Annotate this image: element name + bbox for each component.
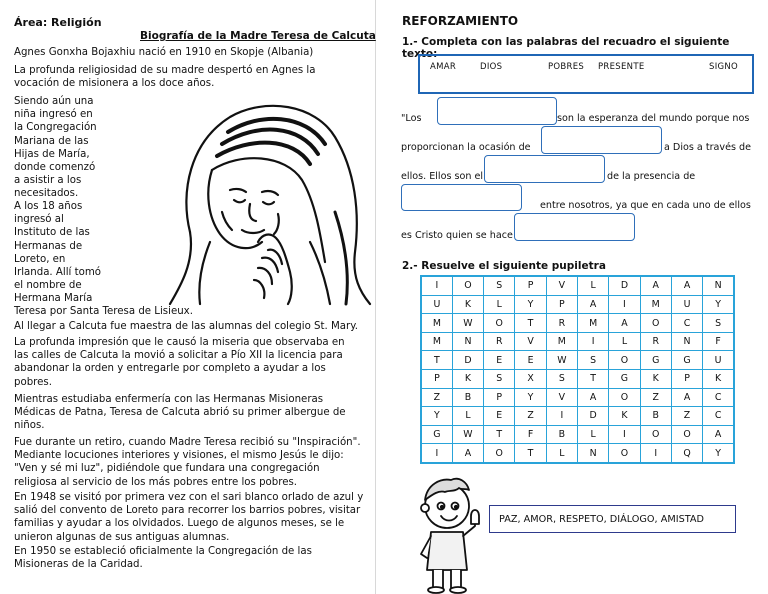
word-search-cell[interactable]: N <box>452 332 483 351</box>
word-search-grid <box>420 275 735 464</box>
word-search-cell[interactable]: U <box>703 351 734 370</box>
paragraph-line: Hijas de María, <box>14 148 90 160</box>
paragraph-line: Loreto, en <box>14 253 66 265</box>
word-search-cell[interactable]: A <box>577 295 608 314</box>
paragraph-line: A los 18 años <box>14 201 83 212</box>
word-search-cell[interactable]: L <box>577 425 608 444</box>
word-bank-dios: DIOS <box>480 62 503 72</box>
word-search-cell[interactable]: V <box>515 332 546 351</box>
word-search-cell[interactable]: G <box>671 351 702 370</box>
paragraph-line: familias y ayudar a los olvidados. Luego de algunos meses, se le <box>14 518 345 530</box>
word-search-cell[interactable]: C <box>703 407 734 426</box>
paragraph-birth <box>14 46 313 59</box>
mother-teresa-portrait-illustration <box>150 92 376 306</box>
word-search-cell[interactable]: S <box>484 276 515 295</box>
word-search-cell[interactable]: L <box>484 295 515 314</box>
paragraph-sari <box>14 491 363 544</box>
word-search-cell[interactable]: M <box>640 295 671 314</box>
word-search-cell[interactable]: U <box>421 295 452 314</box>
word-search-row <box>421 388 734 407</box>
word-search-cell[interactable]: N <box>671 332 702 351</box>
word-search-cell[interactable]: P <box>671 369 702 388</box>
paragraph-line: Hermana María <box>14 293 93 305</box>
word-search-row <box>421 351 734 370</box>
word-search-cell[interactable]: G <box>609 369 640 388</box>
word-search-cell[interactable]: E <box>515 351 546 370</box>
paragraph-line: La profunda impresión que le causó la miseria que observaba en <box>14 337 345 348</box>
word-search-cell[interactable]: A <box>703 425 734 444</box>
fill-text-line-1b: son la esperanza del mundo porque nos <box>557 113 750 124</box>
word-search-cell[interactable]: K <box>452 295 483 314</box>
word-search-cell[interactable]: A <box>609 314 640 333</box>
paragraph-loreto-end <box>14 305 193 318</box>
word-search-cell[interactable]: I <box>421 276 452 295</box>
word-search-cell[interactable]: O <box>671 425 702 444</box>
reinforcement-title: REFORZAMIENTO <box>402 14 519 28</box>
word-search-cell[interactable]: Z <box>515 407 546 426</box>
paragraph-line: Instituto de las <box>14 227 90 239</box>
paragraph-line: Agnes Gonxha Bojaxhiu nació en 1910 en Skopje (Albania) <box>14 47 314 58</box>
word-search-row <box>421 276 734 295</box>
word-search-cell[interactable]: M <box>421 332 452 351</box>
word-search-cell[interactable]: T <box>577 369 608 388</box>
paragraph-line: unieron algunas de sus antiguas alumnas. <box>14 531 230 543</box>
word-search-cell[interactable]: S <box>703 314 734 333</box>
word-search-cell[interactable]: A <box>671 388 702 407</box>
cartoon-boy-illustration <box>409 470 489 594</box>
word-search-cell[interactable]: O <box>484 444 515 463</box>
word-search-cell[interactable]: N <box>703 276 734 295</box>
word-search-cell[interactable]: S <box>546 369 577 388</box>
paragraph-line: niña ingresó en <box>14 109 93 121</box>
word-search-cell[interactable]: S <box>577 351 608 370</box>
word-search-row <box>421 314 734 333</box>
word-search-cell[interactable]: D <box>452 351 483 370</box>
fill-text-line-2a: proporcionan la ocasión de <box>401 142 531 153</box>
paragraph-line: Mediante locuciones interiores y visiones, el mismo Jesús le dijo: <box>14 450 344 462</box>
paragraph-line: religiosa al servicio de los más pobres entre los pobres. <box>14 476 298 488</box>
word-search-cell[interactable]: I <box>640 444 671 463</box>
word-search-cell[interactable]: K <box>703 369 734 388</box>
blank-4-input[interactable] <box>401 184 522 211</box>
word-search-cell[interactable]: I <box>577 332 608 351</box>
paragraph-line: niños. <box>14 420 45 432</box>
fill-text-line-1a: "Los <box>401 113 422 124</box>
word-search-cell[interactable]: V <box>546 388 577 407</box>
paragraph-congregation <box>14 95 97 201</box>
word-search-cell[interactable]: K <box>609 407 640 426</box>
word-search-cell[interactable]: W <box>452 314 483 333</box>
word-bank-amar: AMAR <box>430 62 457 72</box>
word-search-cell[interactable]: M <box>577 314 608 333</box>
word-search-cell[interactable]: Q <box>671 444 702 463</box>
fill-text-line-3b: de la presencia de <box>607 171 696 182</box>
word-search-cell[interactable]: E <box>484 351 515 370</box>
paragraph-line: Siendo aún una <box>14 96 94 107</box>
paragraph-line: Médicas de Patna, Teresa de Calcuta abrió su primer albergue de <box>14 407 346 419</box>
word-search-cell[interactable]: R <box>484 332 515 351</box>
paragraph-line: Fue durante un retiro, cuando Madre Teresa recibió su "Inspiración". <box>14 437 361 448</box>
paragraph-calcutta <box>14 320 358 333</box>
word-search-row <box>421 369 734 388</box>
fill-text-line-5: es Cristo quien se hace <box>401 230 513 241</box>
word-search-cell[interactable]: L <box>546 444 577 463</box>
word-search-cell[interactable]: O <box>640 314 671 333</box>
paragraph-line: abandonar la orden y entregarle por completo a ayudar a los <box>14 363 326 375</box>
paragraph-line: salió del convento de Loreto para recorrer los barrios pobres, visitar <box>14 505 361 517</box>
word-search-cell[interactable]: A <box>671 276 702 295</box>
word-search-cell[interactable]: C <box>671 314 702 333</box>
paragraph-line: Mientras estudiaba enfermería con las Hermanas Misioneras <box>14 394 324 405</box>
paragraph-nursing <box>14 393 346 433</box>
word-bank-pobres: POBRES <box>548 62 585 72</box>
paragraph-line: las calles de Calcuta la movió a solicitar a Pío XII la licencia para <box>14 350 343 362</box>
word-search-cell[interactable]: P <box>484 388 515 407</box>
paragraph-line: la Congregación <box>14 122 97 134</box>
paragraph-line: necesitados. <box>14 188 79 200</box>
word-search-cell[interactable]: T <box>515 314 546 333</box>
word-search-cell[interactable]: T <box>421 351 452 370</box>
area-label: Área: Religión <box>14 16 102 29</box>
word-search-cell[interactable]: E <box>484 407 515 426</box>
word-search-cell[interactable]: F <box>703 332 734 351</box>
word-search-cell[interactable]: I <box>421 444 452 463</box>
paragraph-missionaries <box>14 545 312 571</box>
fill-text-line-3a: ellos. Ellos son el <box>401 171 484 182</box>
word-search-cell[interactable]: Y <box>703 295 734 314</box>
word-search-row <box>421 407 734 426</box>
blank-3-input[interactable] <box>484 155 605 183</box>
paragraph-line: Teresa por Santa Teresa de Lisieux. <box>14 306 193 317</box>
paragraph-line: En 1948 se visitó por primera vez con el sari blanco orlado de azul y <box>14 492 364 503</box>
paragraph-line: pobres. <box>14 376 52 388</box>
paragraph-line: ingresó al <box>14 214 64 226</box>
paragraph-vocation <box>14 64 316 90</box>
paragraph-line: La profunda religiosidad de su madre despertó en Agnes la <box>14 65 316 76</box>
word-search-cell[interactable]: B <box>452 388 483 407</box>
paragraph-line: Hermanas de <box>14 240 83 252</box>
word-search-cell[interactable]: P <box>546 295 577 314</box>
paragraph-line: Al llegar a Calcuta fue maestra de las alumnas del colegio St. Mary. <box>14 321 359 332</box>
word-search-cell[interactable]: W <box>452 425 483 444</box>
paragraph-line: el nombre de <box>14 280 82 292</box>
word-search-cell[interactable]: Y <box>421 407 452 426</box>
word-search-cell[interactable]: I <box>546 407 577 426</box>
paragraph-misery <box>14 336 345 389</box>
blank-2-input[interactable] <box>541 126 662 154</box>
word-search-cell[interactable]: T <box>484 425 515 444</box>
word-search-cell[interactable]: A <box>577 388 608 407</box>
word-search-cell[interactable]: I <box>609 425 640 444</box>
word-search-row <box>421 444 734 463</box>
word-search-cell[interactable]: O <box>484 314 515 333</box>
word-search-cell[interactable]: S <box>484 369 515 388</box>
paragraph-line: Mariana de las <box>14 135 89 147</box>
paragraph-line: Irlanda. Allí tomó <box>14 267 101 279</box>
word-search-cell[interactable]: B <box>640 407 671 426</box>
paragraph-line: En 1950 se estableció oficialmente la Congregación de las <box>14 546 312 557</box>
word-search-cell[interactable]: K <box>452 369 483 388</box>
fill-text-line-4: entre nosotros, ya que en cada uno de ellos <box>540 200 751 211</box>
paragraph-line: "Ven y sé mi luz", pidiéndole que fundara una congregación <box>14 463 320 475</box>
word-search-cell[interactable]: O <box>609 351 640 370</box>
blank-5-input[interactable] <box>514 213 635 241</box>
word-search-cell[interactable]: K <box>640 369 671 388</box>
word-search-cell[interactable]: P <box>515 276 546 295</box>
word-search-cell[interactable]: B <box>546 425 577 444</box>
paragraph-inspiration <box>14 436 361 489</box>
word-bank-presente: PRESENTE <box>598 62 645 72</box>
word-search-cell[interactable]: O <box>609 388 640 407</box>
word-search-cell[interactable]: M <box>421 314 452 333</box>
biography-title: Biografía de la Madre Teresa de Calcuta <box>140 30 376 42</box>
word-search-cell[interactable]: N <box>577 444 608 463</box>
word-search-cell[interactable]: L <box>577 276 608 295</box>
word-search-cell[interactable]: O <box>452 276 483 295</box>
word-search-cell[interactable]: Z <box>421 388 452 407</box>
question-1-label: 1.- Completa con las palabras del recuadro el siguiente texto: <box>402 36 730 60</box>
word-search-cell[interactable]: P <box>421 369 452 388</box>
paragraph-line: a asistir a los <box>14 175 82 187</box>
word-search-cell[interactable]: X <box>515 369 546 388</box>
answer-words-box: PAZ, AMOR, RESPETO, DIÁLOGO, AMISTAD <box>489 505 736 533</box>
word-search-cell[interactable]: Y <box>515 295 546 314</box>
word-search-cell[interactable]: R <box>640 332 671 351</box>
word-search-cell[interactable]: A <box>640 276 671 295</box>
word-search-cell[interactable]: Y <box>703 444 734 463</box>
word-search-cell[interactable]: Z <box>640 388 671 407</box>
word-search-cell[interactable]: I <box>609 295 640 314</box>
word-search-cell[interactable]: D <box>577 407 608 426</box>
fill-text-line-2b: a Dios a través de <box>664 142 752 153</box>
word-search-cell[interactable]: R <box>546 314 577 333</box>
word-search-cell[interactable]: D <box>609 276 640 295</box>
word-search-cell[interactable]: U <box>671 295 702 314</box>
word-search-cell[interactable]: F <box>515 425 546 444</box>
word-search-cell[interactable]: M <box>546 332 577 351</box>
word-search-cell[interactable]: G <box>640 351 671 370</box>
paragraph-line: Misioneras de la Caridad. <box>14 559 143 571</box>
word-search-row <box>421 425 734 444</box>
word-search-cell[interactable]: V <box>546 276 577 295</box>
paragraph-line: vocación de misionera a los doce años. <box>14 78 215 90</box>
word-search-cell[interactable]: L <box>609 332 640 351</box>
paragraph-line: donde comenzó <box>14 162 96 174</box>
word-search-row <box>421 332 734 351</box>
word-search-cell[interactable]: Y <box>515 388 546 407</box>
word-search-cell[interactable]: L <box>452 407 483 426</box>
word-search-row <box>421 295 734 314</box>
word-search-cell[interactable]: W <box>546 351 577 370</box>
paragraph-loreto <box>14 200 101 306</box>
word-search-cell[interactable]: O <box>640 425 671 444</box>
word-search-cell[interactable]: C <box>703 388 734 407</box>
word-search-cell[interactable]: T <box>515 444 546 463</box>
word-search-cell[interactable]: O <box>609 444 640 463</box>
word-bank-signo: SIGNO <box>709 62 739 72</box>
word-search-cell[interactable]: Z <box>671 407 702 426</box>
blank-1-input[interactable] <box>437 97 557 125</box>
word-search-cell[interactable]: G <box>421 425 452 444</box>
question-2-label: 2.- Resuelve el siguiente pupiletra <box>402 260 606 272</box>
word-bank-box <box>418 54 754 94</box>
word-search-cell[interactable]: A <box>452 444 483 463</box>
